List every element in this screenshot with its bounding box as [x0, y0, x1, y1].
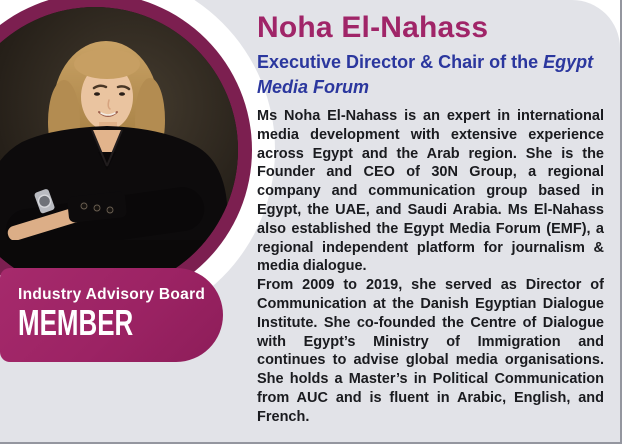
bio-paragraph-2: From 2009 to 2019, she served as Director of Communication at the Danish Egyptian Dialogue Institute. She co-founded the Centre of Dialogue with Egypt’s Ministry of Immigration and continues to advise global media organisations. She holds a Master’s in Political Communication from AUC and is fluent in Arabic, English, and French. — [257, 277, 604, 425]
profile-role — [257, 50, 604, 100]
bio-paragraph-1: Ms Noha El-Nahass is an expert in international media development with extensive experience across Egypt and the Arab region. She is the Founder and CEO of 30N Group, a regional company and communication group based in Egypt, the UAE, and Saudi Arabia. Ms El-Nahass also established the Egypt Media Forum (EMF), a regional independent platform for journalism & media dialogue. — [257, 108, 604, 275]
profile-role-text: Executive Director & Chair of the — [257, 52, 544, 72]
badge-board-label: Industry Advisory Board — [18, 286, 206, 303]
member-badge — [0, 268, 223, 362]
profile-role-organization: Egypt Media Forum — [257, 52, 594, 97]
badge-member-label: MEMBER — [18, 302, 134, 343]
profile-name: Noha El-Nahass — [257, 11, 489, 44]
profile-content — [257, 10, 604, 427]
